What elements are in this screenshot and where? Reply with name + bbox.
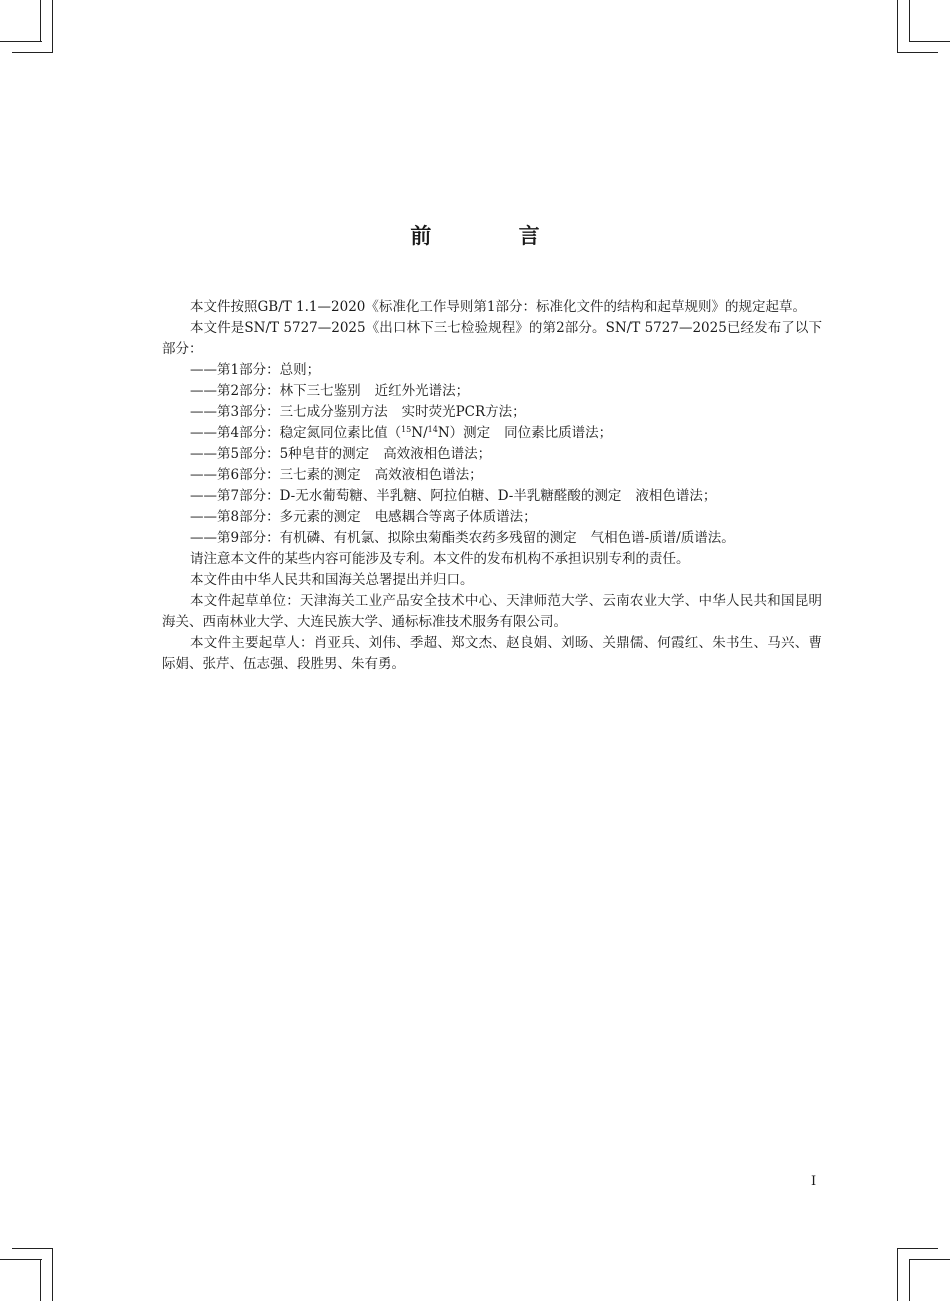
list-item-part-2: [162, 381, 822, 402]
paragraph-drafters: 本文件主要起草人：肖亚兵、刘伟、季超、郑文杰、赵良娟、刘旸、关鼎儒、何霞红、朱书生、马兴、曹际娟、张芹、伍志强、段胜男、朱有勇。: [162, 635, 822, 672]
crop-mark-top-left-v: [40, 0, 41, 42]
isotope-n-15: N/: [411, 425, 428, 441]
crop-mark-top-right-v: [909, 0, 910, 42]
crop-mark-top-left-h2: [12, 52, 53, 53]
crop-mark-bottom-left-v: [40, 1259, 41, 1301]
part-3-title: ——第3部分：三七成分鉴别方法: [190, 404, 388, 420]
crop-mark-top-right-v2: [897, 0, 898, 52]
part-6-method: 高效液相色谱法；: [374, 467, 483, 483]
part-8-title: ——第8部分：多元素的测定: [190, 509, 361, 525]
list-item-part-9: [162, 528, 822, 549]
part-4-method: 同位素比质谱法；: [504, 425, 613, 441]
paragraph-series-intro: 本文件是SN/T 5727—2025《出口林下三七检验规程》的第2部分。SN/T 5727—2025已经发布了以下部分：: [162, 320, 822, 357]
page-title: 前 言: [410, 224, 580, 248]
list-item-part-7: [162, 486, 822, 507]
list-item-part-8: [162, 507, 822, 528]
part-7-title: ——第7部分：D-无水葡萄糖、半乳糖、阿拉伯糖、D-半乳糖醛酸的测定: [190, 488, 622, 504]
part-3-method: 实时荧光PCR方法；: [401, 404, 526, 420]
list-item-part-3: [162, 402, 822, 423]
crop-mark-bottom-left-h: [0, 1259, 42, 1260]
list-item-part-5: [162, 444, 822, 465]
crop-mark-top-right-h: [909, 41, 950, 42]
crop-mark-bottom-right-v2: [897, 1248, 898, 1301]
part-8-method: 电感耦合等离子体质谱法；: [374, 509, 537, 525]
part-1-text: ——第1部分：总则；: [190, 362, 321, 378]
crop-mark-top-right-h2: [897, 52, 938, 53]
part-2-title: ——第2部分：林下三七鉴别: [190, 383, 361, 399]
paragraph-drafting-rules: 本文件按照GB/T 1.1—2020《标准化工作导则第1部分：标准化文件的结构和起草规则》的规定起草。: [190, 299, 806, 315]
part-5-title: ——第5部分：5种皂苷的测定: [190, 446, 370, 462]
crop-mark-top-left-v2: [52, 0, 53, 52]
page-number: I: [811, 1174, 817, 1189]
crop-mark-bottom-right-h2: [897, 1248, 938, 1249]
isotope-15-superscript: 15: [401, 425, 412, 434]
part-4-title: ——第4部分：稳定氮同位素比值（: [190, 425, 402, 441]
list-item-part-6: [162, 465, 822, 486]
paragraph-drafting-units: 本文件起草单位：天津海关工业产品安全技术中心、天津师范大学、云南农业大学、中华人民共和国昆明海关、西南林业大学、大连民族大学、通标标准技术服务有限公司。: [162, 593, 822, 630]
part-7-method: 液相色谱法；: [635, 488, 717, 504]
crop-mark-bottom-left-h2: [12, 1248, 53, 1249]
isotope-n-14: N）测定: [437, 425, 491, 441]
list-item-part-1: [162, 360, 822, 381]
part-6-title: ——第6部分：三七素的测定: [190, 467, 361, 483]
list-item-part-4: [162, 423, 822, 444]
part-9-method: 气相色谱-质谱/质谱法。: [590, 530, 735, 546]
part-9-title: ——第9部分：有机磷、有机氯、拟除虫菊酯类农药多残留的测定: [190, 530, 577, 546]
paragraph-proposed-by: 本文件由中华人民共和国海关总署提出并归口。: [190, 572, 474, 588]
crop-mark-bottom-right-v: [909, 1259, 910, 1301]
crop-mark-bottom-right-h: [909, 1259, 950, 1260]
crop-mark-top-left-h: [0, 41, 42, 42]
isotope-14-superscript: 14: [427, 425, 438, 434]
paragraph-patent-notice: 请注意本文件的某些内容可能涉及专利。本文件的发布机构不承担识别专利的责任。: [190, 551, 690, 567]
part-2-method: 近红外光谱法；: [374, 383, 470, 399]
part-5-method: 高效液相色谱法；: [383, 446, 492, 462]
foreword-body: [162, 297, 822, 675]
crop-mark-bottom-left-v2: [52, 1248, 53, 1301]
